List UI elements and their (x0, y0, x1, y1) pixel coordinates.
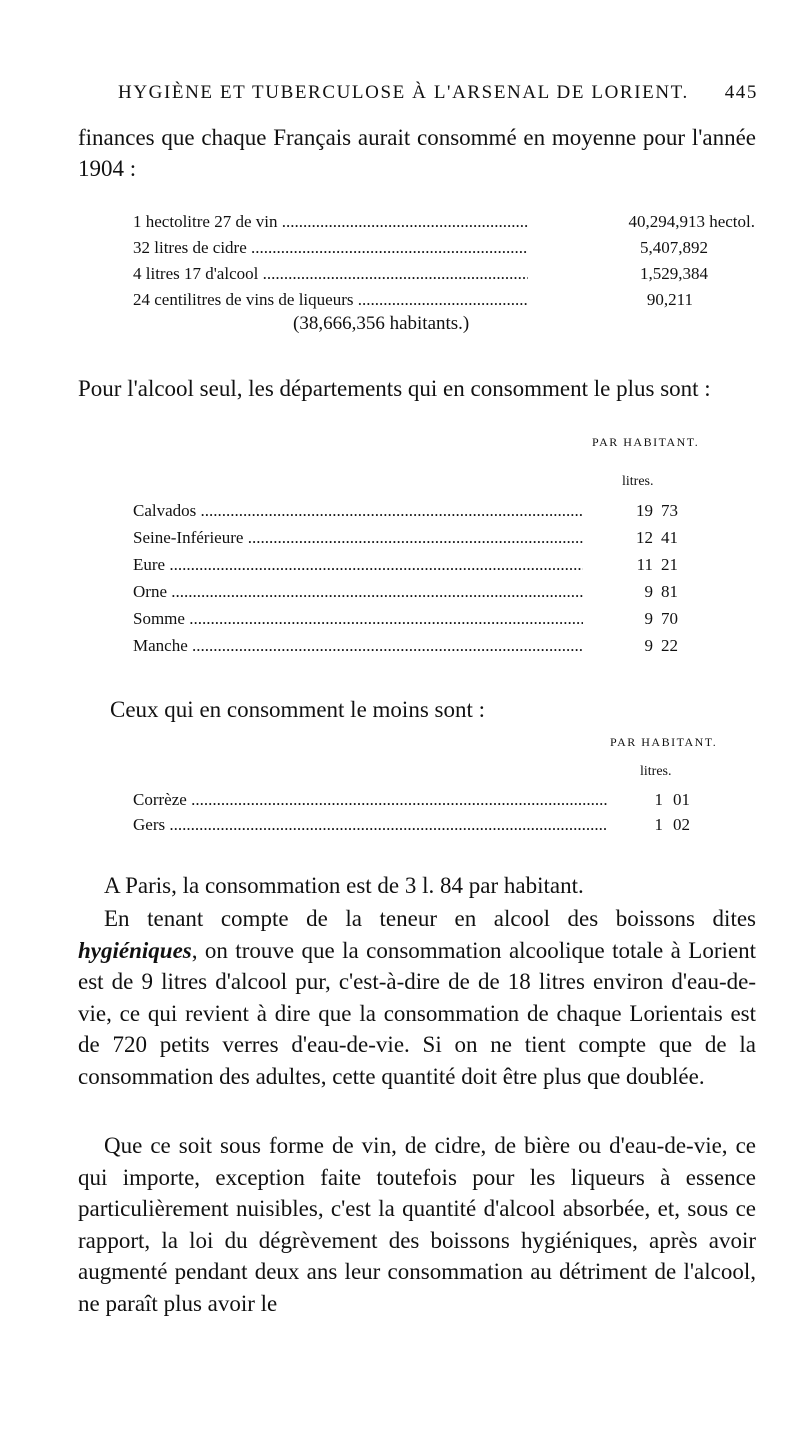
consumption-row (133, 238, 755, 258)
consumption-label: 1 hectolitre 27 de vin ..... (133, 212, 528, 232)
department-row (133, 790, 723, 810)
value-integer: 11 (636, 555, 653, 574)
value-decimal: 01 (673, 790, 690, 809)
body-text: En tenant compte de la teneur en alcool des boissons dites (104, 906, 756, 931)
value-integer: 12 (636, 528, 653, 547)
department-name: Seine-Inférieure ..... (133, 528, 583, 548)
unit-label: litres. (622, 474, 654, 489)
column-header: PAR HABITANT. (610, 735, 718, 749)
department-name: Corrèze ..... (133, 790, 608, 810)
department-name: Manche ..... (133, 636, 583, 656)
paris-paragraph: A Paris, la consommation est de 3 l. 84 par habitant. (104, 873, 584, 898)
consumption-label: 4 litres 17 d'alcool ..... (133, 264, 528, 284)
department-name: Orne ..... (133, 582, 583, 602)
value-decimal: 21 (661, 555, 678, 574)
consumption-label: 32 litres de cidre ..... (133, 238, 528, 258)
value-decimal: 81 (661, 582, 678, 601)
value-integer: 9 (644, 582, 653, 601)
department-name: Gers ..... (133, 815, 608, 835)
value-integer: 9 (644, 636, 653, 655)
value-integer: 19 (636, 501, 653, 520)
consumption-value: 40,294,913 hectol. (628, 212, 755, 231)
department-row (133, 815, 723, 835)
value-decimal: 73 (661, 501, 678, 520)
value-decimal: 22 (661, 636, 678, 655)
department-row (133, 636, 703, 656)
body-paragraph-2: Que ce soit sous forme de vin, de cidre, de bière ou d'eau-de-vie, ce qui importe, exception faite toutefois pour les liqueurs à essence particulièrement nuisibles, c'est la quantité d'alcool absorbée, et, sous ce rapport, la loi du dégrèvement des boissons hygiéniques, après avoir augmenté pendant deux ans leur consommation au détriment de l'alcool, ne paraît plus avoir le (78, 1133, 756, 1316)
intro-paragraph: finances que chaque Français aurait consommé en moyenne pour l'année 1904 : (78, 125, 756, 181)
department-name: Somme ..... (133, 609, 583, 629)
running-header (118, 82, 758, 104)
body-paragraph-1 (78, 903, 756, 1092)
value-decimal: 02 (673, 815, 690, 834)
page-number: 445 (724, 82, 758, 103)
most-intro: Pour l'alcool seul, les départements qui en consomment le plus sont : (78, 376, 711, 401)
department-name: Eure ..... (133, 555, 583, 575)
department-row (133, 528, 703, 548)
body-text: , on trouve que la consommation alcoolique totale à Lorient est de 9 litres d'alcool pur, c'est-à-dire de de 18 litres environ d'eau-de-vie, ce qui revient à dire que la consommation de chaque Lorientais est de 720 petits verres d'eau-de-vie. Si on ne tient compte que de la consommation des adultes, cette quantité doit être plus que doublée. (78, 937, 756, 1089)
value-decimal: 41 (661, 528, 678, 547)
consumption-row (133, 264, 755, 284)
consumption-label: 24 centilitres de vins de liqueurs ..... (133, 290, 528, 310)
consumption-value: 90,211 (646, 290, 693, 309)
consumption-row (133, 212, 755, 232)
running-title: HYGIÈNE ET TUBERCULOSE À L'ARSENAL DE LORIENT. (118, 82, 689, 103)
department-row (133, 501, 703, 521)
unit-label: litres. (640, 764, 672, 779)
department-row (133, 609, 703, 629)
population-note: (38,666,356 habitants.) (293, 313, 470, 334)
department-name: Calvados ..... (133, 501, 583, 521)
value-integer: 9 (644, 609, 653, 628)
value-decimal: 70 (661, 609, 678, 628)
department-row (133, 555, 703, 575)
italic-term: hygiéniques (78, 937, 192, 963)
consumption-value: 1,529,384 (640, 264, 708, 283)
consumption-row (133, 290, 755, 310)
least-intro: Ceux qui en consomment le moins sont : (110, 697, 485, 722)
value-integer: 1 (654, 790, 663, 809)
consumption-value: 5,407,892 (640, 238, 708, 257)
column-header: PAR HABITANT. (592, 435, 700, 449)
department-row (133, 582, 703, 602)
value-integer: 1 (654, 815, 663, 834)
